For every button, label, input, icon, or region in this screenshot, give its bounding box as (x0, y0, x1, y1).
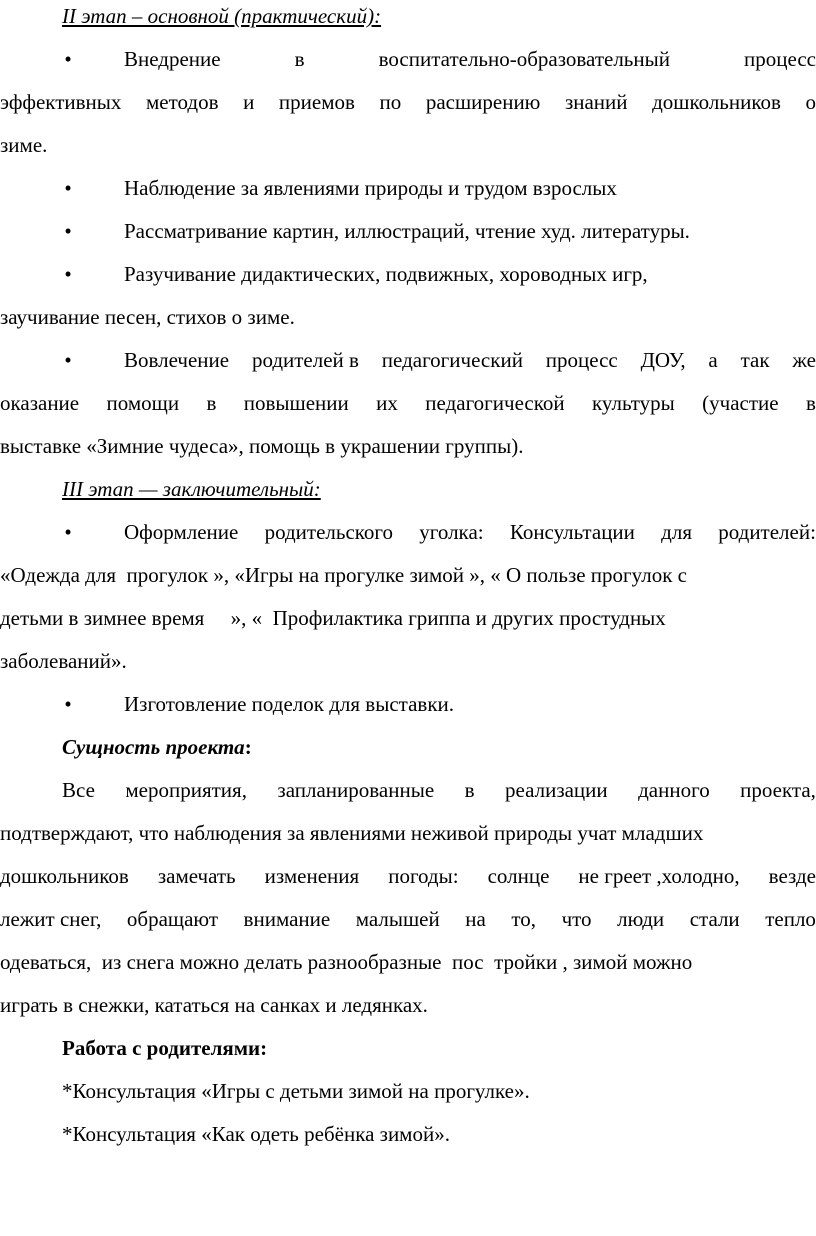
stage-2-item-1-line-1: Внедрение в воспитательно-образовательный процесс (124, 47, 816, 71)
essence-heading: Сущность проекта: (62, 735, 252, 759)
stage-3-item-1-line-4: заболеваний». (0, 649, 127, 673)
parents-consultation-1: *Консультация «Игры с детьми зимой на прогулке». (62, 1079, 530, 1103)
stage-3-item-1-line-2: «Одежда для прогулок », «Игры на прогулке зимой », « О пользе прогулок с (0, 563, 687, 587)
essence-line-1: Все мероприятия, запланированные в реализации данного проекта, (62, 778, 816, 802)
bullet-icon: • (64, 219, 72, 243)
stage-3-heading: III этап — заключительный: (62, 477, 321, 501)
stage-3-item-1-line-3: детьми в зимнее время », « Профилактика гриппа и других простудных (0, 606, 666, 630)
bullet-icon: • (64, 692, 72, 716)
stage-2-item-4-line-2: заучивание песен, стихов о зиме. (0, 305, 295, 329)
essence-line-2: подтверждают, что наблюдения за явлениями неживой природы учат младших (0, 821, 704, 845)
stage-3-item-2: Изготовление поделок для выставки. (124, 692, 455, 716)
bullet-icon: • (64, 348, 72, 372)
essence-line-5: одеваться, из снега можно делать разнообразные пос тройки , зимой можно (0, 950, 693, 974)
essence-line-3: дошкольников замечать изменения погоды: солнце не греет ,холодно, везде (0, 864, 816, 888)
parents-heading: Работа с родителями: (62, 1036, 268, 1060)
essence-line-4: лежит снег, обращают внимание малышей на то, что люди стали тепло (0, 907, 816, 931)
stage-2-item-1-line-3: зиме. (0, 133, 48, 157)
stage-2-item-5-line-1: Вовлечение родителей в педагогический процесс ДОУ, а так же (124, 348, 816, 372)
bullet-icon: • (64, 262, 72, 286)
stage-3-item-1-line-1: Оформление родительского уголка: Консультации для родителей: (124, 520, 816, 544)
stage-2-item-5-line-2: оказание помощи в повышении их педагогической культуры (участие в (0, 391, 816, 415)
stage-2-item-3: Рассматривание картин, иллюстраций, чтение худ. литературы. (124, 219, 690, 243)
stage-2-item-4-line-1: Разучивание дидактических, подвижных, хороводных игр, (124, 262, 648, 286)
stage-2-item-1-line-2: эффективных методов и приемов по расширению знаний дошкольников о (0, 90, 816, 114)
essence-line-6: играть в снежки, кататься на санках и ледянках. (0, 993, 428, 1017)
stage-2-heading: II этап – основной (практический): (62, 4, 382, 28)
bullet-icon: • (64, 47, 72, 71)
stage-2-item-2: Наблюдение за явлениями природы и трудом взрослых (124, 176, 617, 200)
bullet-icon: • (64, 520, 72, 544)
parents-consultation-2: *Консультация «Как одеть ребёнка зимой». (62, 1122, 450, 1146)
stage-2-item-5-line-3: выставке «Зимние чудеса», помощь в украшении группы). (0, 434, 524, 458)
bullet-icon: • (64, 176, 72, 200)
